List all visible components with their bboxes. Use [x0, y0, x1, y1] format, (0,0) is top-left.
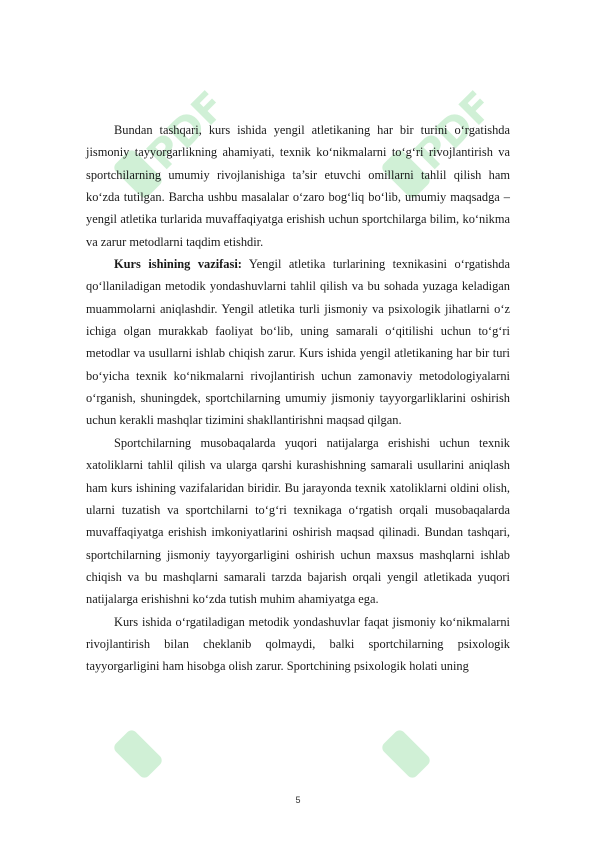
paragraph: [86, 611, 510, 678]
page-number: 5: [295, 795, 301, 805]
paragraph-text: Kurs ishida o‘rgatiladigan metodik yondashuvlar faqat jismoniy ko‘nikmalarni rivojlantirish bilan cheklanib qolmaydi, balki sportchilarning psixologik tayyorgarligini ham hisobga olish zarur. Sportchining psixologik holati uning: [86, 614, 510, 674]
paragraph-text: Yengil atletika turlarining texnikasini o‘rgatishda qo‘llaniladigan metodik yondashuvlarni tahlil qilish va bu sohada yuzaga keladigan muammolarni aniqlashdir. Yengil atletika turli jismoniy va psixologik jihatlarni o‘z ichiga olgan murakkab faoliyat bo‘lib, uning samarali o‘qitilishi uchun to‘g‘ri metodlar va usullarni ishlab chiqish zarur. Kurs ishida yengil atletikaning har bir turi bo‘yicha texnik ko‘nikmalarni rivojlantirish uchun zamonaviy metodologiyalarni o‘rganish, shuningdek, sportchilarning umumiy jismoniy tayyorgarliklarini oshirish uchun kerakli mashqlar tizimini shakllantirishni maqsad qilgan.: [86, 257, 510, 428]
svg-text:PDF: PDF: [138, 82, 235, 179]
paragraph: [86, 432, 510, 611]
svg-text:PDF: PDF: [406, 82, 503, 179]
paragraph-text: Sportchilarning musobaqalarda yuqori natijalarga erishishi uchun texnik xatoliklarni tahlil qilish va ularga qarshi kurashishning samarali usullarini aniqlash ham kurs ishining vazifalaridan biridir. Bu jarayonda texnik xatoliklarni oldini olish, ularni tuzatish va sportchilarni to‘g‘ri texnikaga o‘rgatish orqali musobaqalarda muvaffaqiyatga erishish imkoniyatlarini oshirish maqsad qilinadi. Bundan tashqari, sportchilarning jismoniy tayyorgarligini oshirish uchun maxsus mashqlarni ishlab chiqish va bu mashqlarni samarali tarzda bajarish orqali yengil atletikada yuqori natijalarga erishishni ko‘zda tutish muhim ahamiyatga ega.: [86, 435, 510, 607]
paragraph: [86, 253, 510, 432]
paragraph-lead: Kurs ishining vazifasi:: [114, 257, 242, 272]
paragraph-text: Bundan tashqari, kurs ishida yengil atletikaning har bir turini o‘rgatishda jismoniy tayyorgarlikning ahamiyati, texnik ko‘nikmalarni to‘g‘ri rivojlantirish va sportchilarning umumiy rivojlanishiga ta’sir etuvchi omillarni tahlil qilish ham ko‘zda tutilgan. Barcha ushbu masalalar o‘zaro bog‘liq bo‘lib, umumiy maqsadga – yengil atletika turlarida muvaffaqiyatga erishish uchun sportchilarga bilim, ko‘nikma va zarur metodlarni taqdim etishdir.: [86, 123, 510, 249]
document-body: [86, 119, 510, 678]
paragraph: [86, 119, 510, 253]
